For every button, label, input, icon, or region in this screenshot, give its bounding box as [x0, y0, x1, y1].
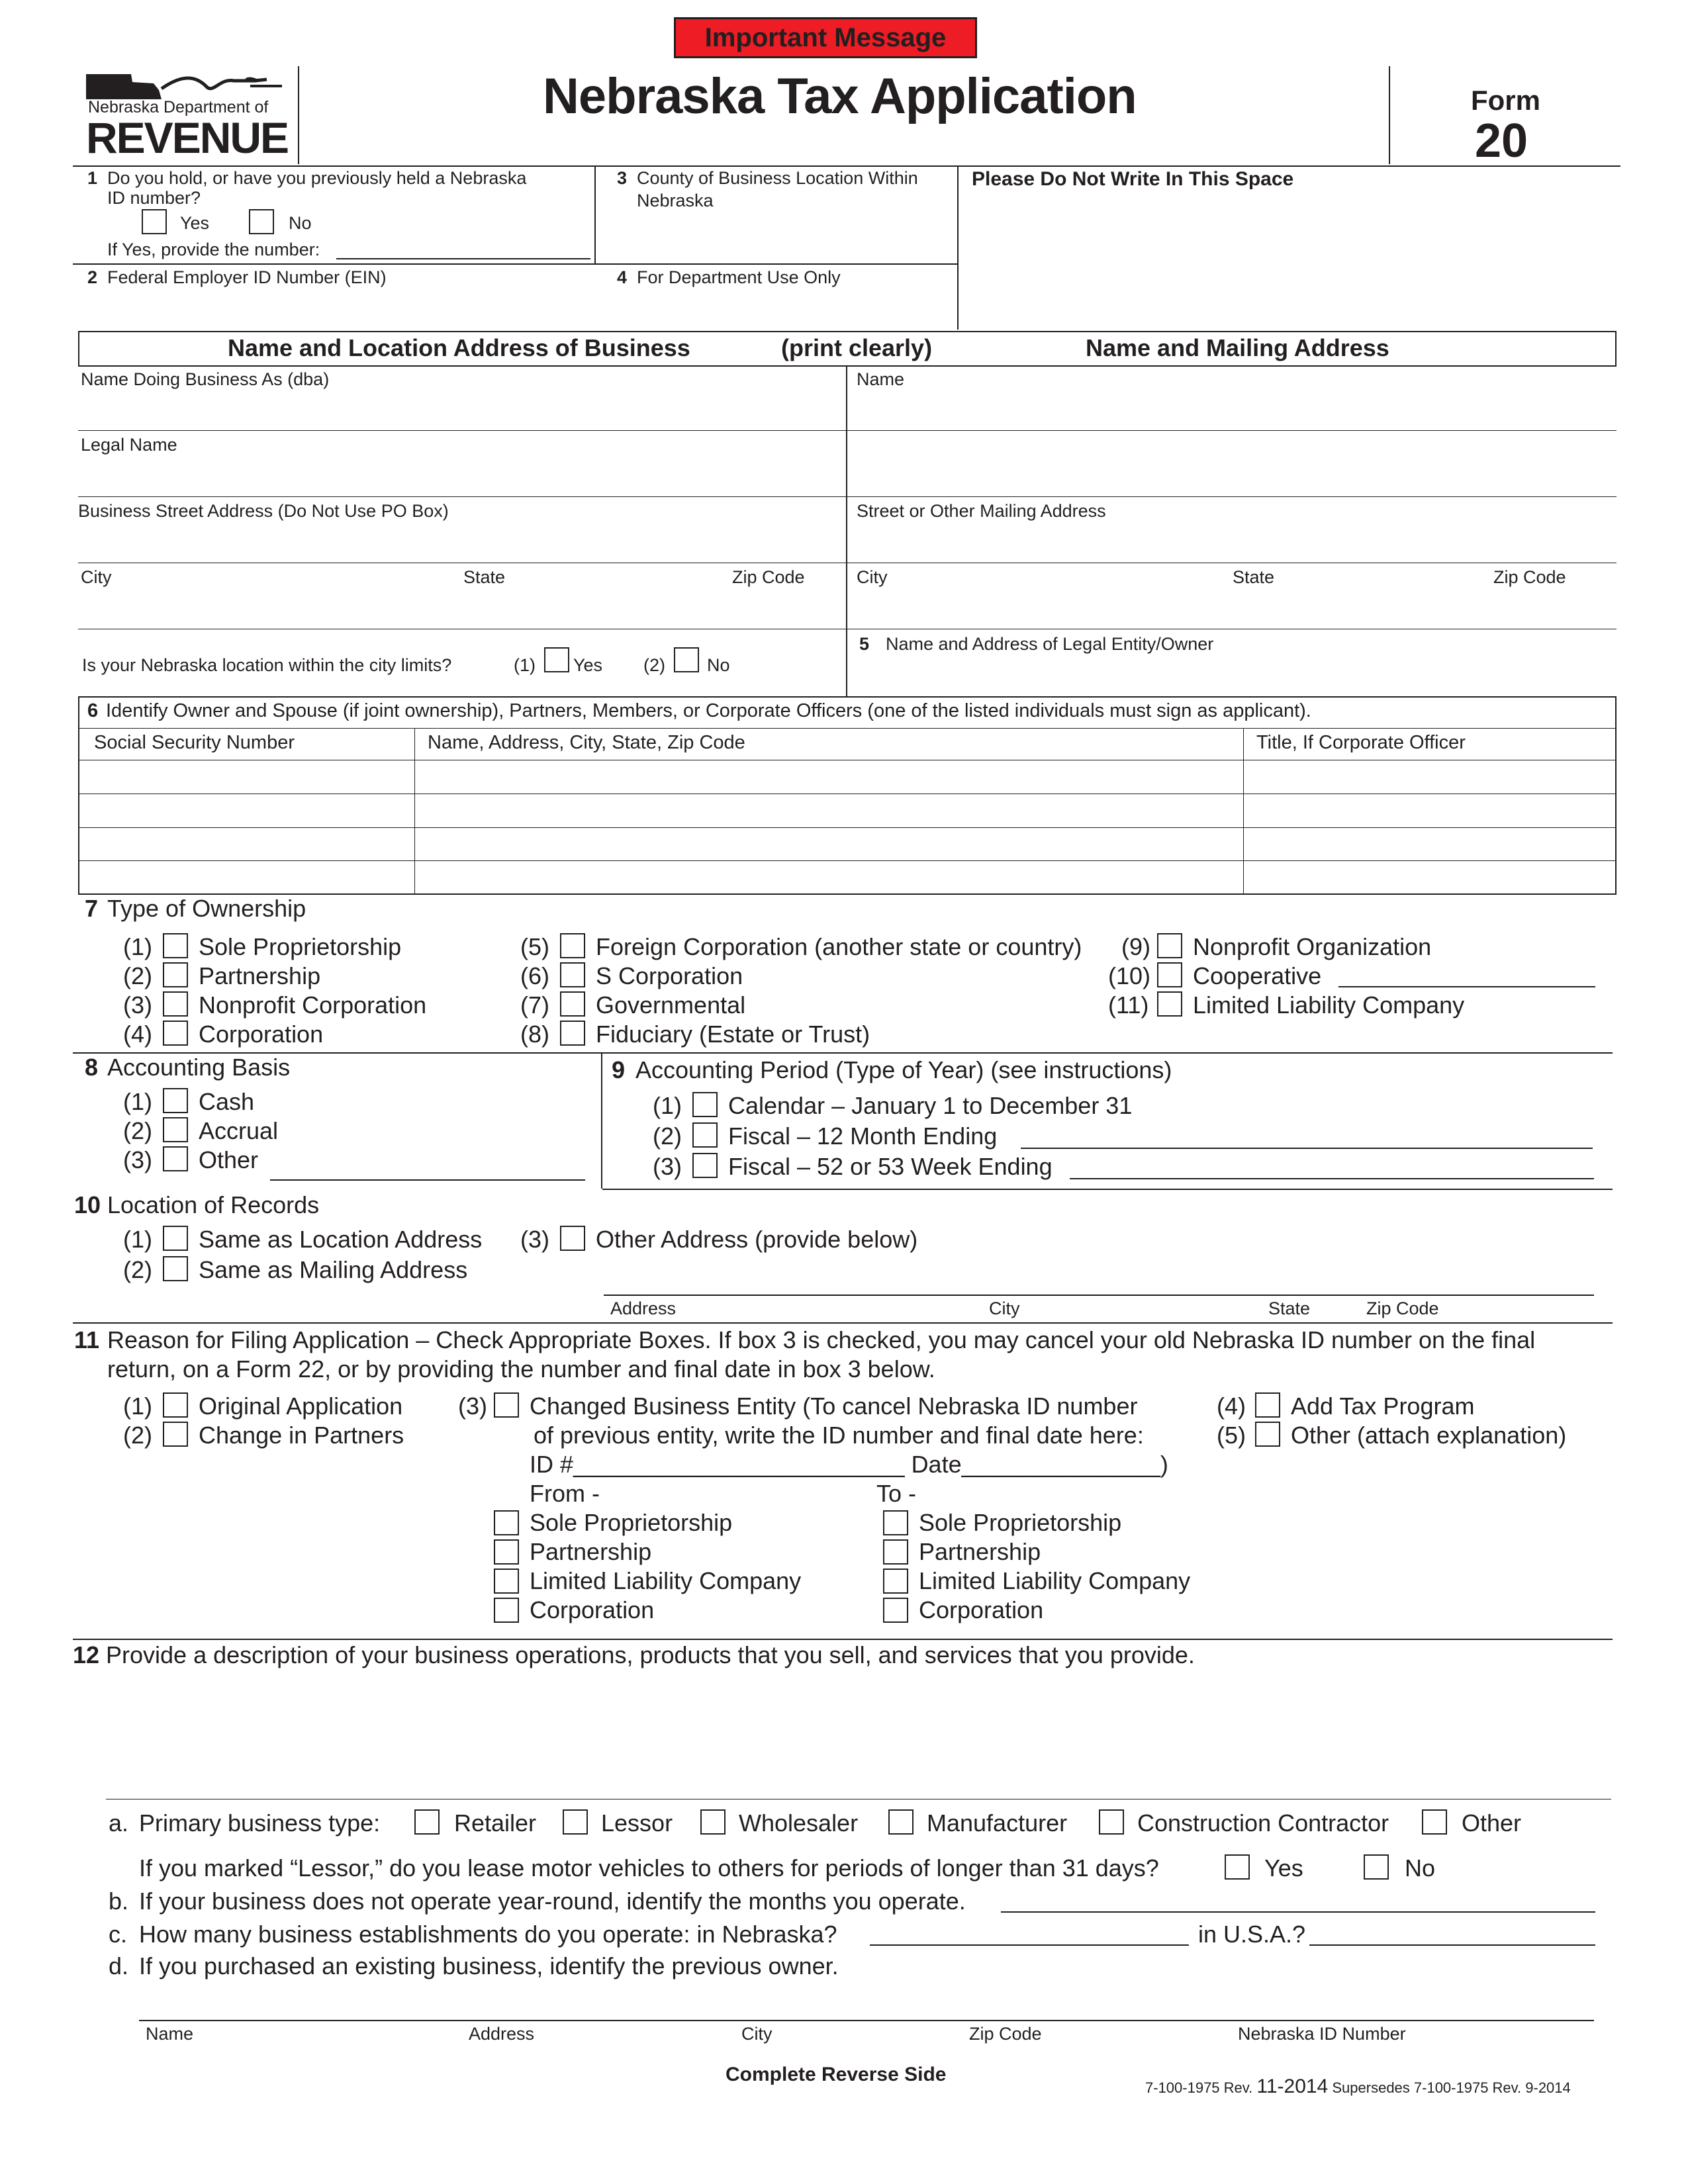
q10-city-label: City — [989, 1298, 1020, 1318]
form-number: 20 — [1475, 114, 1528, 167]
wholesaler-checkbox[interactable] — [700, 1809, 726, 1835]
q8-other-field[interactable] — [270, 1179, 585, 1181]
q9-opt2-number: (2) — [653, 1122, 682, 1150]
complete-reverse-side: Complete Reverse Side — [726, 2064, 947, 2085]
form-label: Form — [1471, 85, 1540, 116]
q10-opt2-number: (2) — [123, 1256, 152, 1283]
q9-opt3-label: Fiscal – 52 or 53 Week Ending — [728, 1153, 1053, 1180]
q7-opt5-label: Foreign Corporation (another state or country) — [596, 933, 1082, 960]
q11-add-tax-program-checkbox[interactable] — [1255, 1392, 1280, 1418]
q11-from-entity-label: Corporation — [530, 1596, 655, 1623]
construction-contractor-checkbox[interactable] — [1099, 1809, 1124, 1835]
q12a-letter: a. — [109, 1809, 129, 1837]
q12c-letter: c. — [109, 1921, 128, 1948]
mailing-state-field[interactable]: State — [1233, 567, 1275, 587]
city-limits-no-label: No — [707, 655, 730, 675]
q9-opt2-label: Fiscal – 12 Month Ending — [728, 1122, 998, 1150]
q11-change-partners-checkbox[interactable] — [163, 1422, 188, 1447]
q1-no-checkbox[interactable] — [249, 209, 274, 234]
q12a-label: Primary business type: — [139, 1809, 381, 1837]
q10-opt3-label: Other Address (provide below) — [596, 1226, 918, 1253]
q6-row[interactable] — [79, 829, 1615, 860]
q11-to-llc-checkbox[interactable] — [883, 1569, 908, 1594]
agency-name-line2: REVENUE — [86, 113, 289, 162]
lessor-yes-label: Yes — [1264, 1854, 1303, 1882]
owner-zip-label: Zip Code — [969, 2024, 1042, 2044]
q10-address-label: Address — [610, 1298, 677, 1318]
previous-owner-field[interactable] — [139, 2020, 1594, 2021]
q7-opt3-number: (3) — [123, 991, 152, 1019]
q8-opt1-number: (1) — [123, 1088, 152, 1115]
mailing-name-field[interactable]: Name — [857, 369, 905, 389]
q6-col-title: Title, If Corporate Officer — [1256, 732, 1466, 753]
q1-yes-checkbox[interactable] — [142, 209, 167, 234]
q7-opt9-number: (9) — [1121, 933, 1150, 960]
q10-other-address-field[interactable] — [604, 1295, 1594, 1296]
mailing-street-field[interactable]: Street or Other Mailing Address — [857, 501, 1106, 521]
q10-same-mailing-checkbox[interactable] — [163, 1256, 188, 1281]
months-operate-field[interactable] — [1001, 1911, 1595, 1913]
q1-no-label: No — [289, 213, 312, 233]
q7-partnership-checkbox[interactable] — [163, 962, 188, 987]
business-state-field[interactable]: State — [463, 567, 506, 587]
q6-col-name: Name, Address, City, State, Zip Code — [428, 732, 745, 753]
q9-fiscal-52-checkbox[interactable] — [692, 1153, 718, 1178]
q7-corporation-checkbox[interactable] — [163, 1021, 188, 1046]
q11-to-partnership-checkbox[interactable] — [883, 1539, 908, 1565]
q11-opt4-label: Add Tax Program — [1291, 1392, 1475, 1420]
q12c-text: How many business establishments do you operate: in Nebraska? — [139, 1921, 837, 1948]
q7-opt1-label: Sole Proprietorship — [199, 933, 402, 960]
q12b-text: If your business does not operate year-round, identify the months you operate. — [139, 1888, 966, 1915]
q10-same-location-checkbox[interactable] — [163, 1226, 188, 1251]
q11-id-date-field[interactable]: ID #_________________________ Date_______________) — [530, 1451, 1168, 1478]
q1-id-number-field[interactable] — [336, 258, 590, 259]
q7-s-corporation-checkbox[interactable] — [560, 962, 585, 987]
q9-opt3-number: (3) — [653, 1153, 682, 1180]
q7-opt8-label: Fiduciary (Estate or Trust) — [596, 1021, 870, 1048]
q10-zip-label: Zip Code — [1366, 1298, 1439, 1318]
q8-opt3-number: (3) — [123, 1146, 152, 1173]
q11-from-partnership-checkbox[interactable] — [494, 1539, 519, 1565]
owner-address-label: Address — [469, 2024, 535, 2044]
important-message-banner[interactable]: Important Message — [674, 17, 977, 58]
other-type-checkbox[interactable] — [1422, 1809, 1447, 1835]
q6-col-ssn: Social Security Number — [94, 732, 295, 753]
q7-opt4-label: Corporation — [199, 1021, 324, 1048]
q11-from-llc-checkbox[interactable] — [494, 1569, 519, 1594]
q11-to-entity-label: Partnership — [919, 1538, 1041, 1565]
q11-from-label: From - — [530, 1480, 600, 1507]
q11-opt3-label2: of previous entity, write the ID number and final date here: — [534, 1422, 1144, 1449]
mailing-zip-field[interactable]: Zip Code — [1493, 567, 1566, 587]
form-title: Nebraska Tax Application — [543, 68, 1137, 124]
q7-cooperative-field[interactable] — [1338, 986, 1595, 987]
q11-opt5-label: Other (attach explanation) — [1291, 1422, 1567, 1449]
business-street-field[interactable]: Business Street Address (Do Not Use PO Box) — [78, 501, 449, 521]
q9-opt1-label: Calendar – January 1 to December 31 — [728, 1092, 1133, 1119]
q10-other-address-checkbox[interactable] — [560, 1226, 585, 1251]
q7-opt10-label: Cooperative — [1193, 962, 1322, 989]
agency-name-line1: Nebraska Department of — [88, 98, 269, 116]
manufacturer-label: Manufacturer — [927, 1809, 1068, 1837]
q9-opt1-number: (1) — [653, 1092, 682, 1119]
q11-from-corporation-checkbox[interactable] — [494, 1598, 519, 1623]
q12b-letter: b. — [109, 1888, 129, 1915]
dba-field[interactable]: Name Doing Business As (dba) — [81, 369, 330, 389]
lessor-question: If you marked “Lessor,” do you lease motor vehicles to others for periods of longer than 31 days? — [139, 1854, 1159, 1882]
q11-to-sole-proprietorship-checkbox[interactable] — [883, 1510, 908, 1535]
q11-from-sole-proprietorship-checkbox[interactable] — [494, 1510, 519, 1535]
q7-opt9-label: Nonprofit Organization — [1193, 933, 1432, 960]
print-clearly-note: (print clearly) — [781, 334, 933, 361]
q7-nonprofit-corporation-checkbox[interactable] — [163, 991, 188, 1017]
supersedes-note: Supersedes 7-100-1975 Rev. 9-2014 — [1332, 2079, 1571, 2096]
q11-to-entity-label: Corporation — [919, 1596, 1044, 1623]
q7-opt6-number: (6) — [520, 962, 549, 989]
q7-opt5-number: (5) — [520, 933, 549, 960]
q11-opt1-label: Original Application — [199, 1392, 403, 1420]
city-limits-opt1: (1) — [514, 655, 536, 675]
lessor-checkbox[interactable] — [563, 1809, 588, 1835]
q7-opt6-label: S Corporation — [596, 962, 743, 989]
q1-provide-label: If Yes, provide the number: — [107, 240, 320, 259]
q7-opt3-label: Nonprofit Corporation — [199, 991, 427, 1019]
q8-opt1-label: Cash — [199, 1088, 255, 1115]
wholesaler-label: Wholesaler — [739, 1809, 859, 1837]
q11-to-entity-label: Limited Liability Company — [919, 1567, 1191, 1594]
q7-opt7-number: (7) — [520, 991, 549, 1019]
q11-original-application-checkbox[interactable] — [163, 1392, 188, 1418]
legal-name-field[interactable]: Legal Name — [81, 435, 177, 455]
q7-opt2-number: (2) — [123, 962, 152, 989]
q7-foreign-corporation-checkbox[interactable] — [560, 933, 585, 958]
q10-opt1-label: Same as Location Address — [199, 1226, 483, 1253]
q8-opt2-label: Accrual — [199, 1117, 279, 1144]
q9-fiscal-12-checkbox[interactable] — [692, 1122, 718, 1148]
q10-opt2-label: Same as Mailing Address — [199, 1256, 468, 1283]
q11-opt3-number: (3) — [458, 1392, 487, 1420]
city-limits-question: Is your Nebraska location within the city limits? — [82, 655, 452, 675]
do-not-write-area: Please Do Not Write In This Space — [972, 168, 1294, 190]
retailer-label: Retailer — [454, 1809, 537, 1837]
construction-contractor-label: Construction Contractor — [1137, 1809, 1389, 1837]
q7-llc-checkbox[interactable] — [1157, 991, 1182, 1017]
lessor-no-checkbox[interactable] — [1364, 1854, 1389, 1880]
city-limits-opt2: (2) — [643, 655, 665, 675]
city-limits-yes-label: Yes — [573, 655, 603, 675]
q11-opt2-number: (2) — [123, 1422, 152, 1449]
lessor-label: Lessor — [601, 1809, 673, 1837]
q7-opt4-number: (4) — [123, 1021, 152, 1048]
nebraska-map-icon — [85, 71, 283, 101]
business-city-field[interactable]: City — [81, 567, 112, 587]
q1-yes-label: Yes — [180, 213, 210, 233]
q7-nonprofit-organization-checkbox[interactable] — [1157, 933, 1182, 958]
business-address-heading: Name and Location Address of Business — [228, 334, 690, 361]
q9-fiscal-52-field[interactable] — [1070, 1178, 1594, 1179]
usa-establishments-field[interactable] — [1309, 1944, 1595, 1946]
q11-from-entity-label: Limited Liability Company — [530, 1567, 802, 1594]
q10-opt3-number: (3) — [520, 1226, 549, 1253]
q7-opt1-number: (1) — [123, 933, 152, 960]
q8-accrual-checkbox[interactable] — [163, 1117, 188, 1142]
revision-prefix: 7-100-1975 Rev. — [1145, 2079, 1253, 2096]
city-limits-no-checkbox[interactable] — [674, 647, 699, 672]
q7-opt8-number: (8) — [520, 1021, 549, 1048]
manufacturer-checkbox[interactable] — [888, 1809, 914, 1835]
lessor-yes-checkbox[interactable] — [1225, 1854, 1250, 1880]
q10-state-label: State — [1268, 1298, 1311, 1318]
q8-opt2-number: (2) — [123, 1117, 152, 1144]
q11-opt2-label: Change in Partners — [199, 1422, 404, 1449]
q7-opt7-label: Governmental — [596, 991, 746, 1019]
q9-calendar-checkbox[interactable] — [692, 1092, 718, 1117]
retailer-checkbox[interactable] — [414, 1809, 440, 1835]
mailing-city-field[interactable]: City — [857, 567, 888, 587]
business-zip-field[interactable]: Zip Code — [732, 567, 805, 587]
q12d-letter: d. — [109, 1952, 129, 1979]
q8-cash-checkbox[interactable] — [163, 1088, 188, 1113]
q7-sole-proprietorship-checkbox[interactable] — [163, 933, 188, 958]
q6-row[interactable] — [79, 761, 1615, 793]
lessor-no-label: No — [1405, 1854, 1436, 1882]
revision-date: 11-2014 — [1256, 2075, 1329, 2097]
city-limits-yes-checkbox[interactable] — [544, 647, 569, 672]
q7-fiduciary-checkbox[interactable] — [560, 1021, 585, 1046]
owner-name-label: Name — [146, 2024, 194, 2044]
q7-opt11-label: Limited Liability Company — [1193, 991, 1465, 1019]
q7-cooperative-checkbox[interactable] — [1157, 962, 1182, 987]
q11-to-label: To - — [876, 1480, 917, 1507]
q8-other-checkbox[interactable] — [163, 1146, 188, 1171]
q11-other-checkbox[interactable] — [1255, 1422, 1280, 1447]
q6-row[interactable] — [79, 795, 1615, 827]
revision-info — [1145, 2075, 1571, 2098]
q7-opt11-number: (11) — [1108, 991, 1149, 1019]
owner-id-label: Nebraska ID Number — [1238, 2024, 1406, 2044]
q11-opt3-label1: Changed Business Entity (To cancel Nebraska ID number — [530, 1392, 1138, 1420]
nebraska-establishments-field[interactable] — [870, 1944, 1189, 1946]
q8-opt3-label: Other — [199, 1146, 259, 1173]
owner-city-label: City — [741, 2024, 773, 2044]
q11-opt1-number: (1) — [123, 1392, 152, 1420]
q11-opt5-number: (5) — [1217, 1422, 1246, 1449]
q11-from-entity-label: Sole Proprietorship — [530, 1509, 733, 1536]
q7-opt2-label: Partnership — [199, 962, 321, 989]
q11-opt4-number: (4) — [1217, 1392, 1246, 1420]
q7-opt10-number: (10) — [1108, 962, 1151, 989]
q6-row[interactable] — [79, 862, 1615, 893]
q9-fiscal-12-field[interactable] — [1021, 1148, 1593, 1149]
q11-changed-entity-checkbox[interactable] — [494, 1392, 519, 1418]
other-type-label: Other — [1462, 1809, 1522, 1837]
q12d-text: If you purchased an existing business, identify the previous owner. — [139, 1952, 839, 1979]
q10-opt1-number: (1) — [123, 1226, 152, 1253]
q12c-usa-label: in U.S.A.? — [1198, 1921, 1306, 1948]
q11-to-corporation-checkbox[interactable] — [883, 1598, 908, 1623]
q11-to-entity-label: Sole Proprietorship — [919, 1509, 1122, 1536]
q11-from-entity-label: Partnership — [530, 1538, 652, 1565]
mailing-address-heading: Name and Mailing Address — [1086, 334, 1389, 361]
q7-governmental-checkbox[interactable] — [560, 991, 585, 1017]
